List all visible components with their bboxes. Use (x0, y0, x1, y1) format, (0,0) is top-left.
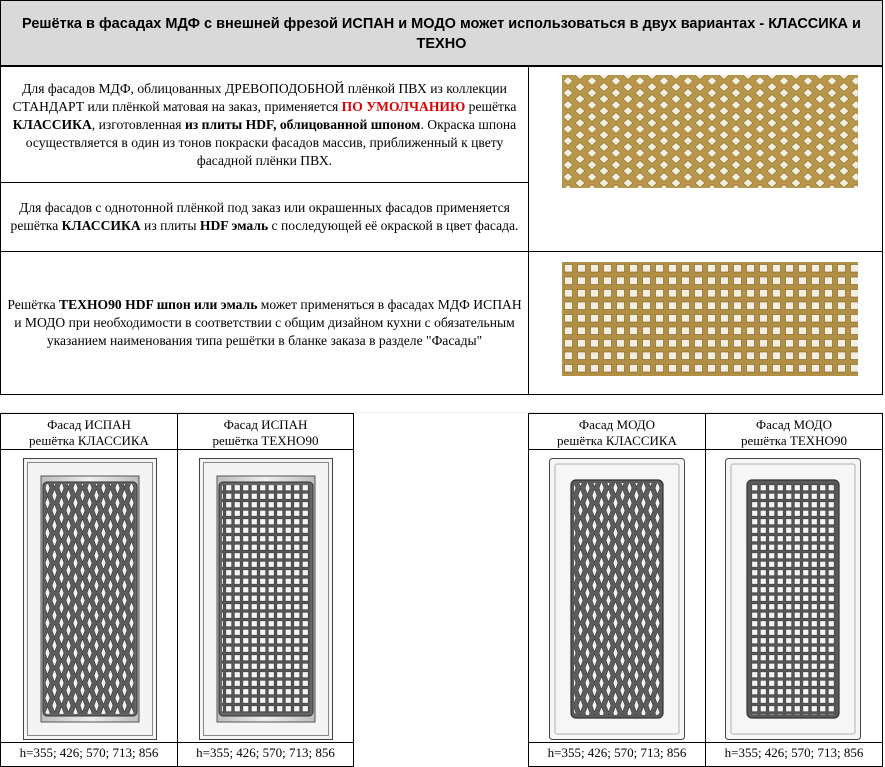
text-fragment: может применяться в фасадах МДФ ИСПАН и МОДО при необходимости в соответствии с общим дизайном кухни с обязательным указанием наименования типа решётки в бланке заказа в разделе "Фасады" (14, 297, 522, 348)
facade-modo-techno (705, 413, 883, 767)
title-line-2: ТЕХНО (416, 36, 467, 52)
modo-techno-drawing (725, 458, 861, 740)
classic-label: КЛАССИКА (12, 116, 92, 132)
modo-classic-drawing (549, 458, 685, 740)
facade-header (706, 414, 882, 450)
text-fragment: Для фасадов МДФ, облицованных ДРЕВОПОДОБНОЙ плёнкой ПВХ из коллекции СТАНДАРТ или плёнкой матовая на заказ, применяется (12, 80, 507, 114)
material-label: HDF эмаль (199, 218, 269, 233)
facade-modo-classic (528, 413, 706, 767)
ispan-classic-drawing (23, 458, 157, 740)
text-fragment: с последующей её окраской в цвет фасада. (268, 218, 519, 233)
classic-enamel-description (0, 182, 529, 252)
grille-type: решётка КЛАССИКА (29, 433, 149, 448)
default-highlight: ПО УМОЛЧАНИЮ (341, 98, 466, 114)
grille-type: решётка КЛАССИКА (557, 433, 677, 448)
text-fragment: из плиты (140, 218, 200, 233)
height-options: h=355; 426; 570; 713; 856 (1, 742, 177, 766)
height-options: h=355; 426; 570; 713; 856 (706, 742, 882, 766)
classic-veneer-description (0, 66, 529, 183)
page-title (0, 0, 883, 66)
height-options: h=355; 426; 570; 713; 856 (178, 742, 353, 766)
classic-label: КЛАССИКА (61, 218, 141, 233)
text-fragment: решётка (465, 98, 517, 114)
height-options: h=355; 426; 570; 713; 856 (529, 742, 705, 766)
facade-header (1, 414, 177, 450)
facade-ispan-techno (177, 413, 354, 767)
text-fragment: . Окраска шпона осуществляется в один из тонов покраски фасадов массив, приближенный к цвету фасадной плёнки ПВХ. (25, 116, 517, 168)
techno-label: ТЕХНО90 HDF шпон или эмаль (59, 297, 258, 312)
techno-image-cell (528, 251, 883, 395)
facade-name: Фасад МОДО (578, 417, 656, 432)
classic-image-cell (528, 66, 883, 252)
techno-description (0, 251, 529, 395)
grille-type: решётка ТЕХНО90 (212, 433, 319, 448)
facade-ispan-classic (0, 413, 178, 767)
facade-header (178, 414, 353, 450)
facade-header (529, 414, 705, 450)
ispan-techno-drawing (199, 458, 333, 740)
facade-name: Фасад ИСПАН (47, 417, 131, 432)
title-line-1: Решётка в фасадах МДФ с внешней фрезой ИСПАН и МОДО может использоваться в двух вариантах - КЛАССИКА и (22, 16, 861, 32)
text-fragment: Решётка (7, 297, 60, 312)
facade-name: Фасад ИСПАН (223, 417, 308, 432)
grille-type: решётка ТЕХНО90 (741, 433, 847, 448)
text-fragment: , изготовленная (91, 116, 185, 132)
material-label: из плиты HDF, облицованной шпоном (184, 116, 421, 132)
techno-grille-image (562, 262, 858, 376)
facade-name: Фасад МОДО (755, 417, 833, 432)
text-fragment: Для фасадов с однотонной плёнкой под заказ или окрашенных фасадов применяется решётка (10, 200, 510, 233)
classic-grille-image (562, 75, 858, 188)
